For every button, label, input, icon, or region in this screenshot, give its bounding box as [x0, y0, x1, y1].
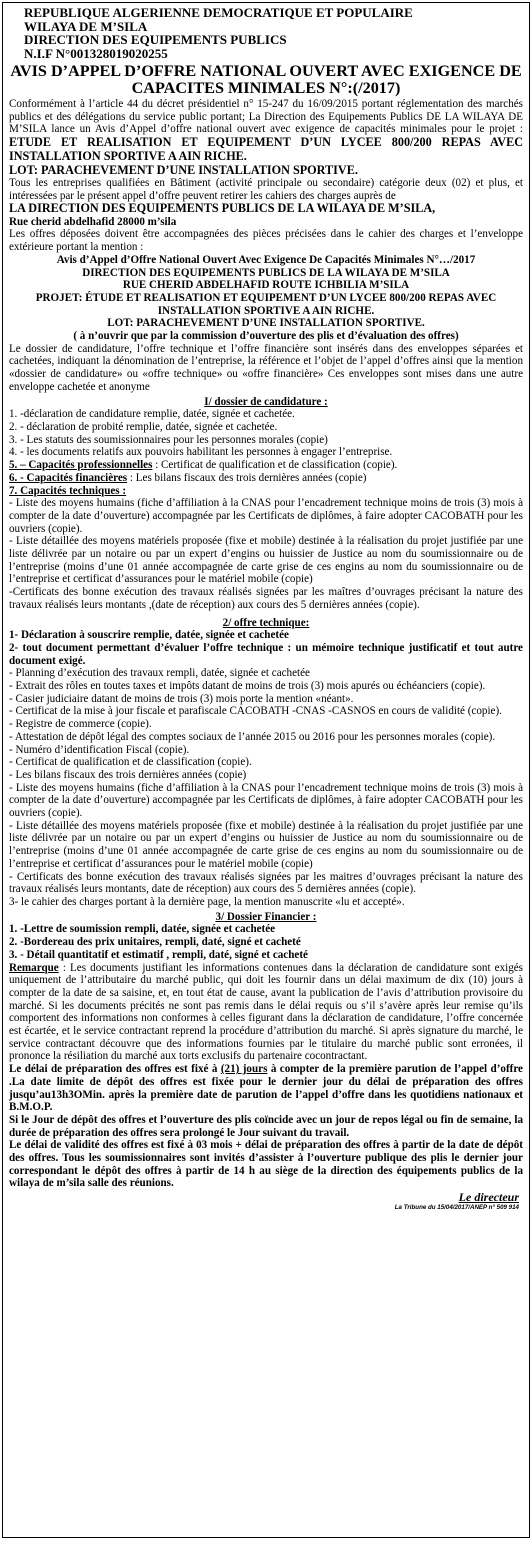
director-signature: Le directeur: [458, 1190, 519, 1205]
intro-body: Conformément à l’article 44 du décret présidentiel n° 15-247 du 16/09/2015 portant réglementation des marchés publics et des délégations du service public portant; La Direction des Equipements Publics DE LA WILAYA DE M’SILA lance un Avis d’Appel d’offre national ouvert avec exigence de capacités minimales pour le projet :: [9, 98, 523, 136]
technical-capacity-item: -Certificats des bonne exécution des travaux réalisés signées par les maîtres d’ouvrages précisant la nature des travaux réalisés leurs montants ,(date de réception) aux cours des 5 dernières années (copie).: [9, 586, 523, 611]
technical-offer-item: - Certificats des bonne exécution des travaux réalisés signées par les maitres d’ouvrages précisant la nature des travaux réalisés leurs montants, date de réception) aux cours des 5 dernières années (copie).: [9, 870, 523, 896]
technical-offer-item: - Liste détaillée des moyens matériels proposée (fixe et mobile) destinée à la réalisation du projet justifiée par une liste délivrée par un notaire ou par un expert d’engins ou huissier de Justice au nom du soumissionnaire ou de l’entreprise (moins d’une 01 année accompagnée de carte grise de ces engins au nom du soumissionnaire ou de l’entreprise et certificat d’assurances pour le matériel mobile (copie): [9, 819, 523, 870]
financial-item: 1. -Lettre de soumission rempli, datée, signée et cachetée: [9, 923, 276, 936]
candidature-item: 4. - les documents relatifs aux pouvoirs habilitant les personnes à engager l’entreprise.: [9, 446, 393, 459]
delay-text-a: Le délai de préparation des offres est fixé à: [9, 1063, 221, 1076]
header-direction: DIRECTION DES EQUIPEMENTS PUBLICS: [24, 32, 287, 47]
financial-item: 3. - Détail quantitatif et estimatif , rempli, daté, signé et cacheté: [9, 948, 308, 961]
intro-text: [9, 98, 523, 164]
financial-item: 2. -Bordereau des prix unitaires, rempli, daté, signé et cacheté: [9, 936, 301, 949]
technical-offer-item: 3- le cahier des charges portant à la dernière page, la mention manuscrite «lu et accepté».: [9, 896, 405, 908]
technical-capacities-label: 7. Capacités techniques :: [9, 484, 127, 497]
financial-text: : Les bilans fiscaux des trois dernières années (copie): [127, 471, 367, 484]
technical-offer-item: - Casier judiciaire datant de moins de trois (3) mois porte la mention «néant».: [9, 692, 354, 705]
remark-paragraph: [9, 962, 523, 1064]
technical-offer-heading: 2/ offre technique:: [222, 616, 310, 629]
technical-offer-item: - Extrait des rôles en toutes taxes et impôts datant de moins de trois (3) mois apurés ou échéanciers (copie).: [9, 680, 486, 693]
technical-offer-item: - Attestation de dépôt légal des comptes sociaux de l’année 2015 ou 2016 pour les personnes morales (copie).: [9, 730, 496, 743]
candidature-heading: I/ dossier de candidature :: [204, 395, 328, 408]
envelope-mention-6: ( à n’ouvrir que par la commission d’ouverture des plis et d’évaluation des offres): [73, 330, 459, 343]
lot-line: LOT: PARACHEVEMENT D’UNE INSTALLATION SPORTIVE.: [9, 162, 358, 177]
project-name: ETUDE ET REALISATION ET EQUIPEMENT D’UN LYCEE 800/200 REPAS AVEC INSTALLATION SPORTIVE A AIN RICHE.: [9, 135, 523, 163]
technical-offer-item: - Certificat de la mise à jour fiscale et parafiscale CACOBATH -CNAS -CASNOS en cours de validité (copie).: [9, 705, 502, 718]
header-republic: REPUBLIQUE ALGERIENNE DEMOCRATIQUE ET POPULAIRE: [24, 5, 413, 20]
tender-notice: [2, 2, 530, 1538]
candidature-item: 1. -déclaration de candidature remplie, datée, signée et cachetée.: [9, 408, 295, 421]
technical-offer-item: - Numéro d’identification Fiscal (copie).: [9, 743, 190, 756]
envelope-mention-5: LOT: PARACHEVEMENT D’UNE INSTALLATION SPORTIVE.: [107, 317, 425, 330]
technical-offer-item: - Les bilans fiscaux des trois dernières années (copie): [9, 768, 247, 781]
holiday-rule: Si le Jour de dépôt des offres et l’ouverture des plis coïncide avec un jour de repos légal ou fin de semaine, la durée de préparation des offres sera prolongé le Jour suivant du travail.: [9, 1113, 523, 1139]
financial-offer-heading: 3/ Dossier Financier :: [215, 910, 317, 923]
remark-label: Remarque: [9, 961, 59, 974]
technical-capacity-item: - Liste détaillée des moyens matériels proposée (fixe et mobile) destinée à la réalisation du projet justifiée par une liste délivrée par un notaire ou par un expert d’engins ou huissier de Justice au nom du soumissionnaire ou de l’entreprise (moins d’une 01 année accompagnée de carte grise de ces engins au nom du soumissionnaire ou de l’entreprise et certificat d’assurances pour le matériel mobile (copie): [9, 535, 523, 586]
technical-capacity-item: - Liste des moyens humains (fiche d’affiliation à la CNAS pour l’encadrement technique moins de trois (3) mois à compter de la date d’ouverture) accompagnée par les Certificats de diplômes, à faire adopter CACOBATH pour les ouvriers (copie).: [9, 497, 523, 535]
technical-offer-item: - Registre de commerce (copie).: [9, 718, 152, 731]
header-block: [9, 6, 523, 60]
dossier-text: Le dossier de candidature, l’offre technique et l’offre financière sont insérés dans des enveloppes séparées et cachetées, indiquant la dénomination de l’entreprise, la référence et l’objet de l’appel d’offres ainsi que la mention «dossier de candidature» ou «offre technique» ou «offre financière» Ces enveloppes sont mises dans une autre enveloppe cachetée et anonyme: [9, 342, 523, 393]
technical-offer-item: - Planning d’exécution des travaux rempli, datée, signée et cachetée: [9, 667, 310, 680]
technical-declaration: 1- Déclaration à souscrire remplie, datée, signée et cachetée: [9, 629, 289, 642]
envelope-text: Les offres déposées doivent être accompagnées des pièces précisées dans le cahier des charges et l’enveloppe extérieure portant la mention :: [9, 228, 523, 254]
candidature-item-financial: [9, 472, 523, 485]
header-nif: N.I.F N°001328019020255: [24, 45, 168, 61]
validity-delay: Le délai de validité des offres est fixé à 03 mois + délai de préparation des offres à partir de la date de dépôt des offres. Tous les soumissionnaires sont invités d’assister à l’ouverture publique des plis le dernier jour correspondant le dépôt des offres à partir de 14 h au siège de la direction des équipements publics de la wilaya de m’sila salle des réunions.: [9, 1139, 523, 1190]
publication-footer: La Tribune du 15/04/2017/ANEP n° 509 914: [394, 1203, 519, 1211]
delay-text-b: à compter de la première parution de l’appel d’offre .La date limite de dépôt des offres est fixée pour le dernier jour du délai de préparation des offres jusqu’au13h3OMin. après la première date de parution de l’appel d’offre dans les quotidiens nationaux et B.M.O.P.: [9, 1063, 523, 1114]
envelope-mention-3: RUE CHERID ABDELHAFID ROUTE ICHBILIA M’SILA: [122, 279, 410, 292]
candidature-item: 3. - Les statuts des soumissionnaires pour les personnes morales (copie): [9, 433, 328, 446]
candidature-item-professional: [9, 459, 523, 472]
technical-memoir: 2- tout document permettant d’évaluer l’offre technique : un mémoire technique justificatif et tout autre document exigé.: [9, 641, 523, 667]
financial-label: 6. - Capacités financières: [9, 471, 128, 484]
envelope-mention-4: PROJET: ÉTUDE ET REALISATION ET EQUIPEMENT D’UN LYCEE 800/200 REPAS AVEC INSTALLATION SPORTIVE A AIN RICHE.: [35, 291, 497, 317]
direction-address: Rue cherid abdelhafid 28000 m’sila: [9, 215, 177, 228]
professional-text: : Certificat de qualification et de classification (copie).: [152, 459, 398, 472]
remark-text: : Les documents justifiant les informations contenues dans la déclaration de candidature sont exigés uniquement de l’attributaire du marché public, qui doit les fournir dans un délai maximum de dix (10) jours à compter de la date de sa saisine, et, en tout état de cause, avant la publication de l’avis d’attribution provisoire du marché. Si les documents précités ne sont pas remis dans le délai requis ou s’il s’avère après leur remise qu’ils comportent des informations non conformes à celles figurant dans la déclaration de candidature, l’offre concernée est écartée, et le service contractant reprend la procédure d’attribution du marché. Si après signature du marché, le service contractant découvre que des informations fournies par le titulaire du marché public sont erronées, il prononce la résiliation du marché aux torts exclusifs du partenaire cocontractant.: [9, 961, 523, 1063]
direction-name: LA DIRECTION DES EQUIPEMENTS PUBLICS DE LA WILAYA DE M’SILA,: [9, 201, 436, 216]
eligibility-text: Tous les entreprises qualifiées en Bâtiment (activité principale ou secondaire) catégorie deux (02) et plus, et intéressées par le présent appel d’offre peuvent retirer les cahiers des charges auprès de: [9, 176, 523, 202]
delay-days: (21) jours: [220, 1063, 268, 1076]
envelope-mention-1: Avis d’Appel d’Offre National Ouvert Avec Exigence De Capacités Minimales N°…/2017: [56, 253, 476, 266]
envelope-mention-2: DIRECTION DES EQUIPEMENTS PUBLICS DE LA WILAYA DE M’SILA: [82, 266, 450, 279]
technical-offer-item: - Liste des moyens humains (fiche d’affiliation à la CNAS pour l’encadrement technique moins de trois (3) mois à compter de la date d’ouverture) accompagnée par les Certificats de diplômes, à faire adopter CACOBATH pour les ouvriers (copie).: [9, 781, 523, 820]
header-wilaya: WILAYA DE M’SILA: [24, 18, 148, 34]
preparation-delay: [9, 1063, 523, 1114]
candidature-item: 2. - déclaration de probité remplie, datée, signée et cachetée.: [9, 420, 278, 433]
technical-offer-item: - Certificat de qualification et de classification (copie).: [9, 756, 252, 769]
notice-title: AVIS D’APPEL D’OFFRE NATIONAL OUVERT AVEC EXIGENCE DE CAPACITES MINIMALES N°:(/2017): [10, 62, 522, 97]
professional-label: 5. – Capacités professionnelles: [9, 459, 153, 472]
